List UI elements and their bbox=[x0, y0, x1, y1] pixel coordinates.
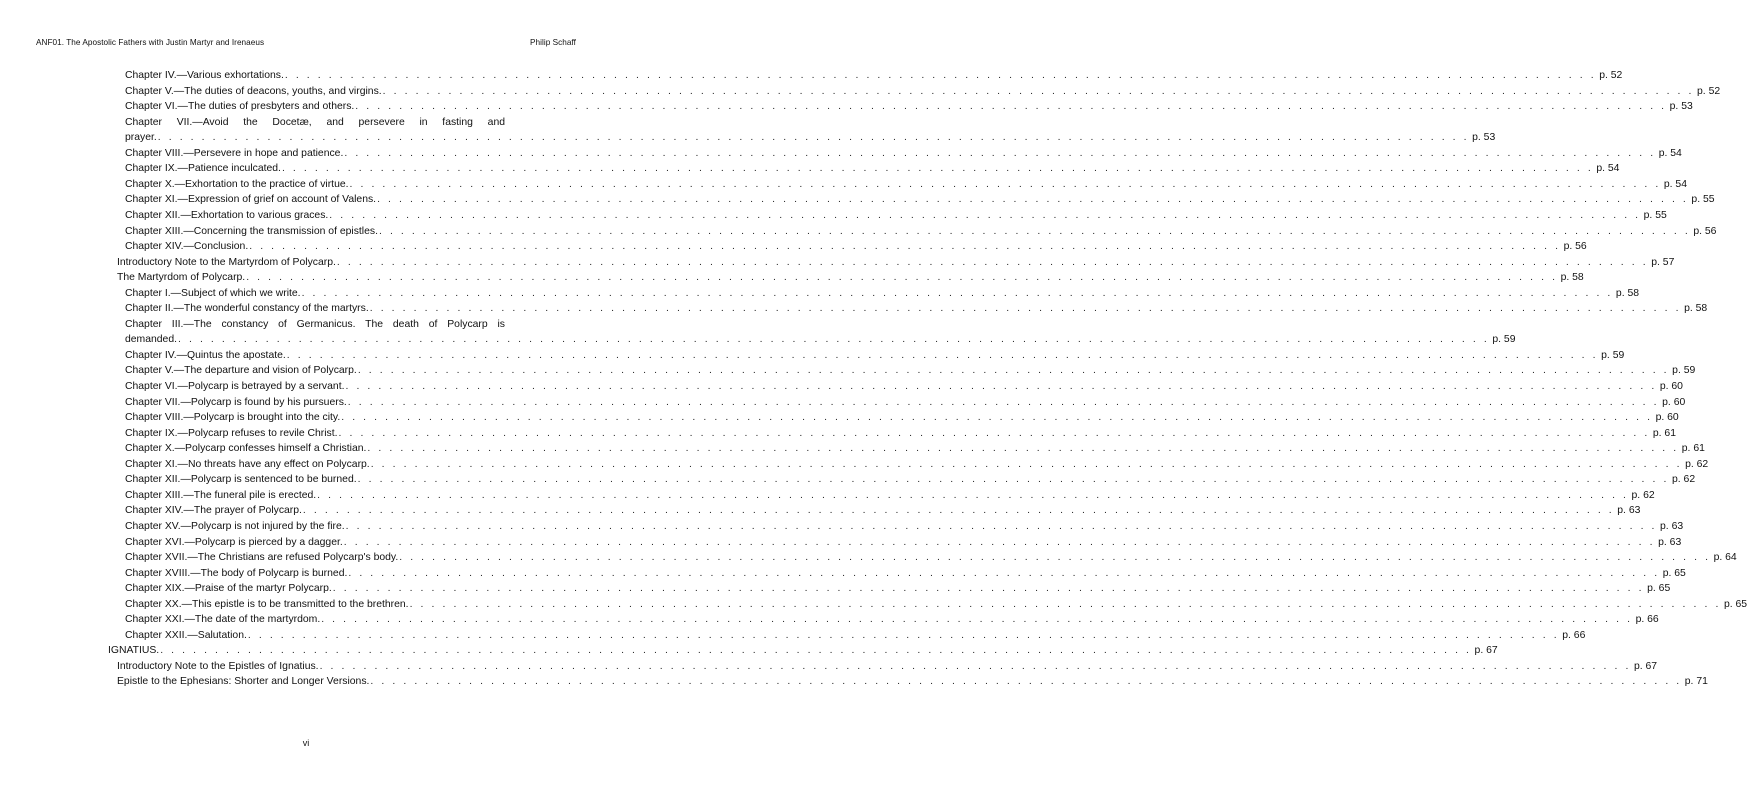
toc-entry-page: p. 53 bbox=[1472, 132, 1496, 144]
toc-entry-title: Chapter X.—Polycarp confesses himself a Christian. bbox=[125, 443, 367, 455]
toc-entry-title: Chapter XXI.—The date of the martyrdom. bbox=[125, 614, 321, 626]
dot-leader: . . . . . . . . . . . . . . . . . . . . . . . . . . . . . . . . . . . . . . . . . . . . . . . . . . . . . . . . . . . . . . . . . . . . . . . . . . . . . . . . . . . . . . . . . . . . . . . . . . . . . . . . . . . . . . . . . . . . . . . . bbox=[329, 209, 1641, 221]
toc-entry-title: Chapter II.—The wonderful constancy of the martyrs. bbox=[125, 303, 369, 315]
toc-entry-page: p. 59 bbox=[1601, 349, 1625, 361]
dot-leader: . . . . . . . . . . . . . . . . . . . . . . . . . . . . . . . . . . . . . . . . . . . . . . . . . . . . . . . . . . . . . . . . . . . . . . . . . . . . . . . . . . . . . . . . . . . . . . . . . . . . . . . . . . . . . . . . . . . . . . . . bbox=[355, 101, 1667, 113]
toc-entry-title: Epistle to the Ephesians: Shorter and Longer Versions. bbox=[117, 676, 370, 688]
toc-entry[interactable] bbox=[125, 583, 1671, 595]
dot-leader: . . . . . . . . . . . . . . . . . . . . . . . . . . . . . . . . . . . . . . . . . . . . . . . . . . . . . . . . . . . . . . . . . . . . . . . . . . . . . . . . . . . . . . . . . . . . . . . . . . . . . . . . . . . . . . . . . . . . . . . . bbox=[370, 676, 1682, 688]
toc-entry[interactable] bbox=[125, 225, 1717, 238]
toc-entry-title: Chapter IX.—Patience inculcated. bbox=[125, 163, 281, 175]
toc-entry[interactable] bbox=[125, 427, 1676, 440]
dot-leader: . . . . . . . . . . . . . . . . . . . . . . . . . . . . . . . . . . . . . . . . . . . . . . . . . . . . . . . . . . . . . . . . . . . . . . . . . . . . . . . . . . . . . . . . . . . . . . . . . . . . . . . . . . . . . . . . . . . . . . . . bbox=[249, 241, 1561, 253]
toc-entry[interactable] bbox=[108, 645, 1498, 657]
dot-leader: . . . . . . . . . . . . . . . . . . . . . . . . . . . . . . . . . . . . . . . . . . . . . . . . . . . . . . . . . . . . . . . . . . . . . . . . . . . . . . . . . . . . . . . . . . . . . . . . . . . . . . . . . . . . . . . . . . . . . . . . bbox=[399, 552, 1711, 564]
dot-leader: . . . . . . . . . . . . . . . . . . . . . . . . . . . . . . . . . . . . . . . . . . . . . . . . . . . . . . . . . . . . . . . . . . . . . . . . . . . . . . . . . . . . . . . . . . . . . . . . . . . . . . . . . . . . . . . . . . . . . . . . bbox=[347, 396, 1660, 408]
toc-entry-title: Chapter XVII.—The Christians are refused Polycarp's body. bbox=[125, 552, 399, 564]
toc-entry-title: The Martyrdom of Polycarp. bbox=[117, 272, 246, 284]
toc-entry-title: Chapter VIII.—Persevere in hope and patience. bbox=[125, 147, 344, 159]
dot-leader: . . . . . . . . . . . . . . . . . . . . . . . . . . . . . . . . . . . . . . . . . . . . . . . . . . . . . . . . . . . . . . . . . . . . . . . . . . . . . . . . . . . . . . . . . . . . . . . . . . . . . . . . . . . . . . . . . . . . . . . . bbox=[409, 598, 1721, 610]
dot-leader: . . . . . . . . . . . . . . . . . . . . . . . . . . . . . . . . . . . . . . . . . . . . . . . . . . . . . . . . . . . . . . . . . . . . . . . . . . . . . . . . . . . . . . . . . . . . . . . . . . . . . . . . . . . . . . . . . . . . . . . . bbox=[301, 287, 1613, 299]
toc-entry-title: Chapter XIX.—Praise of the martyr Polycarp. bbox=[125, 583, 332, 595]
dot-leader: . . . . . . . . . . . . . . . . . . . . . . . . . . . . . . . . . . . . . . . . . . . . . . . . . . . . . . . . . . . . . . . . . . . . . . . . . . . . . . . . . . . . . . . . . . . . . . . . . . . . . . . . . . . . . . . . . . . . . . . . bbox=[336, 256, 1649, 268]
toc-entry-title: prayer. bbox=[125, 132, 157, 144]
toc-entry-page: p. 59 bbox=[1672, 365, 1696, 377]
toc-entry-title: Chapter XIII.—The funeral pile is erected. bbox=[125, 489, 317, 501]
dot-leader: . . . . . . . . . . . . . . . . . . . . . . . . . . . . . . . . . . . . . . . . . . . . . . . . . . . . . . . . . . . . . . . . . . . . . . . . . . . . . . . . . . . . . . . . . . . . . . . . . . . . . . . . . . . . . . . . . . . . . . . . bbox=[345, 520, 1658, 532]
toc-entry-page: p. 56 bbox=[1563, 241, 1587, 253]
toc-entry-title: Chapter V.—The duties of deacons, youths, and virgins. bbox=[125, 85, 382, 97]
toc-entry[interactable] bbox=[117, 660, 1658, 673]
toc-entry-title: Chapter V.—The departure and vision of Polycarp. bbox=[125, 365, 357, 377]
toc-entry-page: p. 60 bbox=[1655, 412, 1679, 424]
toc-entry[interactable] bbox=[125, 101, 1693, 113]
toc-entry[interactable] bbox=[125, 614, 1659, 626]
toc-entry-title: demanded. bbox=[125, 334, 177, 346]
dot-leader: . . . . . . . . . . . . . . . . . . . . . . . . . . . . . . . . . . . . . . . . . . . . . . . . . . . . . . . . . . . . . . . . . . . . . . . . . . . . . . . . . . . . . . . . . . . . . . . . . . . . . . . . . . . . . . . . . . . . . . . . bbox=[338, 427, 1650, 439]
toc-entry-title: Chapter XI.—Expression of grief on account of Valens. bbox=[125, 194, 377, 206]
dot-leader: . . . . . . . . . . . . . . . . . . . . . . . . . . . . . . . . . . . . . . . . . . . . . . . . . . . . . . . . . . . . . . . . . . . . . . . . . . . . . . . . . . . . . . . . . . . . . . . . . . . . . . . . . . . . . . . . . . . . . . . . bbox=[284, 70, 1597, 81]
toc-entry-title: Chapter XX.—This epistle is to be transmitted to the brethren. bbox=[125, 598, 409, 610]
toc-entry-page: p. 62 bbox=[1631, 489, 1655, 501]
toc-entry[interactable] bbox=[125, 147, 1682, 160]
toc-entry-page: p. 52 bbox=[1599, 70, 1623, 81]
toc-entry[interactable] bbox=[125, 505, 1641, 517]
dot-leader: . . . . . . . . . . . . . . . . . . . . . . . . . . . . . . . . . . . . . . . . . . . . . . . . . . . . . . . . . . . . . . . . . . . . . . . . . . . . . . . . . . . . . . . . . . . . . . . . . . . . . . . . . . . . . . . . . . . . . . . . bbox=[345, 381, 1657, 392]
toc-entry[interactable] bbox=[125, 178, 1687, 191]
toc-entry-page: p. 57 bbox=[1651, 256, 1675, 268]
toc-entry[interactable] bbox=[125, 458, 1709, 471]
toc-entry[interactable] bbox=[125, 474, 1696, 486]
dot-leader: . . . . . . . . . . . . . . . . . . . . . . . . . . . . . . . . . . . . . . . . . . . . . . . . . . . . . . . . . . . . . . . . . . . . . . . . . . . . . . . . . . . . . . . . . . . . . . . . . . . . . . . . . . . . . . . . . . . . . . . . bbox=[378, 225, 1691, 237]
toc-entry-page: p. 63 bbox=[1617, 505, 1641, 517]
toc-entry-page: p. 61 bbox=[1681, 443, 1705, 455]
toc-entry[interactable] bbox=[125, 443, 1705, 455]
toc-entry-title: Chapter XII.—Polycarp is sentenced to be burned. bbox=[125, 474, 357, 486]
dot-leader: . . . . . . . . . . . . . . . . . . . . . . . . . . . . . . . . . . . . . . . . . . . . . . . . . . . . . . . . . . . . . . . . . . . . . . . . . . . . . . . . . . . . . . . . . . . . . . . . . . . . . . . . . . . . . . . . . . . . . . . . bbox=[157, 132, 1470, 144]
toc-entry[interactable] bbox=[125, 85, 1721, 98]
toc-entry-title: Chapter XVI.—Polycarp is pierced by a dagger. bbox=[125, 536, 343, 548]
toc-entry[interactable] bbox=[125, 287, 1640, 300]
toc-entry-line1[interactable]: Chapter VII.—Avoid the Docetæ, and persevere in fasting and bbox=[125, 116, 505, 128]
toc-entry[interactable] bbox=[125, 303, 1708, 315]
toc-entry-page: p. 67 bbox=[1633, 660, 1658, 672]
dot-leader: . . . . . . . . . . . . . . . . . . . . . . . . . . . . . . . . . . . . . . . . . . . . . . . . . . . . . . . . . . . . . . . . . . . . . . . . . . . . . . . . . . . . . . . . . . . . . . . . . . . . . . . . . . . . . . . . . . . . . . . . bbox=[348, 567, 1660, 579]
dot-leader: . . . . . . . . . . . . . . . . . . . . . . . . . . . . . . . . . . . . . . . . . . . . . . . . . . . . . . . . . . . . . . . . . . . . . . . . . . . . . . . . . . . . . . . . . . . . . . . . . . . . . . . . . . . . . . . . . . . . . . . . bbox=[160, 645, 1472, 657]
toc-entry-title: Introductory Note to the Martyrdom of Polycarp. bbox=[117, 256, 336, 268]
dot-leader: . . . . . . . . . . . . . . . . . . . . . . . . . . . . . . . . . . . . . . . . . . . . . . . . . . . . . . . . . . . . . . . . . . . . . . . . . . . . . . . . . . . . . . . . . . . . . . . . . . . . . . . . . . . . . . . . . . . . . . . . bbox=[178, 334, 1490, 346]
toc-entry-title: Chapter XII.—Exhortation to various graces. bbox=[125, 209, 329, 221]
dot-leader: . . . . . . . . . . . . . . . . . . . . . . . . . . . . . . . . . . . . . . . . . . . . . . . . . . . . . . . . . . . . . . . . . . . . . . . . . . . . . . . . . . . . . . . . . . . . . . . . . . . . . . . . . . . . . . . . . . . . . . . . bbox=[357, 474, 1669, 486]
toc-entry-title: Chapter IV.—Quintus the apostate. bbox=[125, 349, 286, 361]
toc-entry[interactable] bbox=[117, 256, 1675, 269]
toc-entry-page: p. 52 bbox=[1697, 85, 1721, 97]
toc-entry-page: p. 62 bbox=[1685, 458, 1709, 470]
toc-entry[interactable] bbox=[125, 396, 1686, 409]
toc-entry[interactable] bbox=[125, 598, 1747, 611]
toc-entry[interactable] bbox=[125, 163, 1620, 175]
toc-entry-page: p. 58 bbox=[1615, 287, 1640, 299]
dot-leader: . . . . . . . . . . . . . . . . . . . . . . . . . . . . . . . . . . . . . . . . . . . . . . . . . . . . . . . . . . . . . . . . . . . . . . . . . . . . . . . . . . . . . . . . . . . . . . . . . . . . . . . . . . . . . . . . . . . . . . . . bbox=[344, 147, 1656, 159]
toc-entry-title: Chapter XI.—No threats have any effect on Polycarp. bbox=[125, 458, 370, 470]
dot-leader: . . . . . . . . . . . . . . . . . . . . . . . . . . . . . . . . . . . . . . . . . . . . . . . . . . . . . . . . . . . . . . . . . . . . . . . . . . . . . . . . . . . . . . . . . . . . . . . . . . . . . . . . . . . . . . . . . . . . . . . . bbox=[349, 178, 1661, 190]
toc-entry-page: p. 55 bbox=[1643, 209, 1667, 221]
toc-entry[interactable] bbox=[125, 70, 1623, 82]
toc-entry-page: p. 61 bbox=[1652, 427, 1676, 439]
toc-entry-title: Chapter XXII.—Salutation. bbox=[125, 629, 247, 641]
toc-entry-page: p. 65 bbox=[1662, 567, 1686, 579]
dot-leader: . . . . . . . . . . . . . . . . . . . . . . . . . . . . . . . . . . . . . . . . . . . . . . . . . . . . . . . . . . . . . . . . . . . . . . . . . . . . . . . . . . . . . . . . . . . . . . . . . . . . . . . . . . . . . . . . . . . . . . . . bbox=[317, 489, 1629, 501]
toc-entry-page: p. 54 bbox=[1596, 163, 1620, 175]
dot-leader: . . . . . . . . . . . . . . . . . . . . . . . . . . . . . . . . . . . . . . . . . . . . . . . . . . . . . . . . . . . . . . . . . . . . . . . . . . . . . . . . . . . . . . . . . . . . . . . . . . . . . . . . . . . . . . . . . . . . . . . . bbox=[286, 349, 1599, 361]
running-header-title: ANF01. The Apostolic Fathers with Justin Martyr and Irenaeus bbox=[36, 38, 265, 47]
toc-entry[interactable] bbox=[125, 241, 1587, 253]
toc-entry-page: p. 54 bbox=[1663, 178, 1687, 190]
running-header-author: Philip Schaff bbox=[529, 38, 576, 47]
toc-entry[interactable] bbox=[117, 676, 1708, 688]
toc-entry-title: Chapter XIV.—Conclusion. bbox=[125, 241, 249, 253]
toc-entry-page: p. 60 bbox=[1659, 381, 1683, 392]
toc-entry-title: Chapter IV.—Various exhortations. bbox=[125, 70, 284, 81]
toc-entry-page: p. 63 bbox=[1658, 536, 1682, 548]
toc-entry[interactable] bbox=[125, 365, 1696, 377]
dot-leader: . . . . . . . . . . . . . . . . . . . . . . . . . . . . . . . . . . . . . . . . . . . . . . . . . . . . . . . . . . . . . . . . . . . . . . . . . . . . . . . . . . . . . . . . . . . . . . . . . . . . . . . . . . . . . . . . . . . . . . . . bbox=[341, 412, 1653, 424]
toc-entry-page: p. 62 bbox=[1671, 474, 1696, 486]
toc-entry-title: Chapter VII.—Polycarp is found by his pursuers. bbox=[125, 396, 347, 408]
toc-entry-title: Chapter X.—Exhortation to the practice of virtue. bbox=[125, 178, 349, 190]
toc-entry[interactable] bbox=[125, 194, 1715, 206]
toc-entry[interactable] bbox=[125, 536, 1682, 549]
toc-entry[interactable] bbox=[125, 489, 1655, 502]
toc-entry-title: Chapter XVIII.—The body of Polycarp is burned. bbox=[125, 567, 348, 579]
toc-entry-title: Introductory Note to the Epistles of Ignatius. bbox=[117, 660, 319, 672]
toc-entry-title: Chapter I.—Subject of which we write. bbox=[125, 287, 301, 299]
toc-entry-title: Chapter VI.—The duties of presbyters and others. bbox=[125, 101, 355, 113]
toc-entry-page: p. 55 bbox=[1691, 194, 1715, 206]
toc-entry-page: p. 66 bbox=[1562, 629, 1586, 641]
dot-leader: . . . . . . . . . . . . . . . . . . . . . . . . . . . . . . . . . . . . . . . . . . . . . . . . . . . . . . . . . . . . . . . . . . . . . . . . . . . . . . . . . . . . . . . . . . . . . . . . . . . . . . . . . . . . . . . . . . . . . . . . bbox=[319, 660, 1631, 672]
dot-leader: . . . . . . . . . . . . . . . . . . . . . . . . . . . . . . . . . . . . . . . . . . . . . . . . . . . . . . . . . . . . . . . . . . . . . . . . . . . . . . . . . . . . . . . . . . . . . . . . . . . . . . . . . . . . . . . . . . . . . . . . bbox=[246, 272, 1558, 284]
toc-entry-page: p. 58 bbox=[1684, 303, 1708, 315]
toc-entry-title: Chapter VI.—Polycarp is betrayed by a servant. bbox=[125, 381, 345, 392]
toc-entry-page: p. 59 bbox=[1492, 334, 1516, 346]
toc-entry[interactable] bbox=[125, 567, 1686, 580]
toc-entry[interactable] bbox=[125, 520, 1684, 533]
toc-entry[interactable] bbox=[125, 412, 1679, 424]
dot-leader: . . . . . . . . . . . . . . . . . . . . . . . . . . . . . . . . . . . . . . . . . . . . . . . . . . . . . . . . . . . . . . . . . . . . . . . . . . . . . . . . . . . . . . . . . . . . . . . . . . . . . . . . . . . . . . . . . . . . . . . . bbox=[281, 163, 1594, 175]
dot-leader: . . . . . . . . . . . . . . . . . . . . . . . . . . . . . . . . . . . . . . . . . . . . . . . . . . . . . . . . . . . . . . . . . . . . . . . . . . . . . . . . . . . . . . . . . . . . . . . . . . . . . . . . . . . . . . . . . . . . . . . . bbox=[369, 303, 1682, 315]
toc-entry[interactable] bbox=[125, 629, 1586, 642]
toc-entry-line1[interactable]: Chapter III.—The constancy of Germanicus. The death of Polycarp is bbox=[125, 318, 505, 330]
toc-entry-page: p. 66 bbox=[1635, 614, 1659, 626]
dot-leader: . . . . . . . . . . . . . . . . . . . . . . . . . . . . . . . . . . . . . . . . . . . . . . . . . . . . . . . . . . . . . . . . . . . . . . . . . . . . . . . . . . . . . . . . . . . . . . . . . . . . . . . . . . . . . . . . . . . . . . . . bbox=[382, 85, 1695, 97]
toc-entry[interactable] bbox=[117, 272, 1584, 284]
dot-leader: . . . . . . . . . . . . . . . . . . . . . . . . . . . . . . . . . . . . . . . . . . . . . . . . . . . . . . . . . . . . . . . . . . . . . . . . . . . . . . . . . . . . . . . . . . . . . . . . . . . . . . . . . . . . . . . . . . . . . . . . bbox=[302, 505, 1615, 517]
toc-entry[interactable] bbox=[125, 209, 1667, 222]
toc-entry-page: p. 71 bbox=[1684, 676, 1708, 688]
toc-entry-page: p. 67 bbox=[1474, 645, 1498, 657]
page-number: vi bbox=[302, 738, 310, 748]
toc-entry-title: IGNATIUS. bbox=[108, 645, 160, 657]
toc-entry[interactable] bbox=[125, 334, 1516, 346]
toc-entry[interactable] bbox=[125, 132, 1496, 144]
toc-entry-page: p. 63 bbox=[1660, 520, 1684, 532]
toc-entry-page: p. 58 bbox=[1560, 272, 1584, 284]
toc-entry-title: Chapter VIII.—Polycarp is brought into the city. bbox=[125, 412, 341, 424]
toc-entry-page: p. 60 bbox=[1662, 396, 1686, 408]
dot-leader: . . . . . . . . . . . . . . . . . . . . . . . . . . . . . . . . . . . . . . . . . . . . . . . . . . . . . . . . . . . . . . . . . . . . . . . . . . . . . . . . . . . . . . . . . . . . . . . . . . . . . . . . . . . . . . . . . . . . . . . . bbox=[247, 629, 1560, 641]
toc-entry[interactable] bbox=[125, 552, 1737, 564]
dot-leader: . . . . . . . . . . . . . . . . . . . . . . . . . . . . . . . . . . . . . . . . . . . . . . . . . . . . . . . . . . . . . . . . . . . . . . . . . . . . . . . . . . . . . . . . . . . . . . . . . . . . . . . . . . . . . . . . . . . . . . . . bbox=[321, 614, 1633, 626]
toc-entry-page: p. 65 bbox=[1647, 583, 1671, 595]
toc-entry-title: Chapter IX.—Polycarp refuses to revile Christ. bbox=[125, 427, 338, 439]
dot-leader: . . . . . . . . . . . . . . . . . . . . . . . . . . . . . . . . . . . . . . . . . . . . . . . . . . . . . . . . . . . . . . . . . . . . . . . . . . . . . . . . . . . . . . . . . . . . . . . . . . . . . . . . . . . . . . . . . . . . . . . . bbox=[370, 458, 1683, 470]
toc-entry-page: p. 64 bbox=[1713, 552, 1737, 564]
toc-entry-page: p. 65 bbox=[1723, 598, 1747, 610]
toc-entry-title: Chapter XV.—Polycarp is not injured by the fire. bbox=[125, 520, 345, 532]
toc-entry[interactable] bbox=[125, 349, 1625, 362]
toc-entry-page: p. 56 bbox=[1693, 225, 1717, 237]
toc-entry-page: p. 54 bbox=[1658, 147, 1682, 159]
toc-entry-title: Chapter XIV.—The prayer of Polycarp. bbox=[125, 505, 302, 517]
toc-entry-page: p. 53 bbox=[1669, 101, 1693, 113]
dot-leader: . . . . . . . . . . . . . . . . . . . . . . . . . . . . . . . . . . . . . . . . . . . . . . . . . . . . . . . . . . . . . . . . . . . . . . . . . . . . . . . . . . . . . . . . . . . . . . . . . . . . . . . . . . . . . . . . . . . . . . . . bbox=[343, 536, 1656, 548]
dot-leader: . . . . . . . . . . . . . . . . . . . . . . . . . . . . . . . . . . . . . . . . . . . . . . . . . . . . . . . . . . . . . . . . . . . . . . . . . . . . . . . . . . . . . . . . . . . . . . . . . . . . . . . . . . . . . . . . . . . . . . . . bbox=[377, 194, 1689, 206]
dot-leader: . . . . . . . . . . . . . . . . . . . . . . . . . . . . . . . . . . . . . . . . . . . . . . . . . . . . . . . . . . . . . . . . . . . . . . . . . . . . . . . . . . . . . . . . . . . . . . . . . . . . . . . . . . . . . . . . . . . . . . . . bbox=[367, 443, 1679, 455]
dot-leader: . . . . . . . . . . . . . . . . . . . . . . . . . . . . . . . . . . . . . . . . . . . . . . . . . . . . . . . . . . . . . . . . . . . . . . . . . . . . . . . . . . . . . . . . . . . . . . . . . . . . . . . . . . . . . . . . . . . . . . . . bbox=[332, 583, 1645, 595]
dot-leader: . . . . . . . . . . . . . . . . . . . . . . . . . . . . . . . . . . . . . . . . . . . . . . . . . . . . . . . . . . . . . . . . . . . . . . . . . . . . . . . . . . . . . . . . . . . . . . . . . . . . . . . . . . . . . . . . . . . . . . . . bbox=[357, 365, 1670, 377]
toc-entry[interactable] bbox=[125, 381, 1683, 393]
toc-entry-title: Chapter XIII.—Concerning the transmission of epistles. bbox=[125, 225, 378, 237]
